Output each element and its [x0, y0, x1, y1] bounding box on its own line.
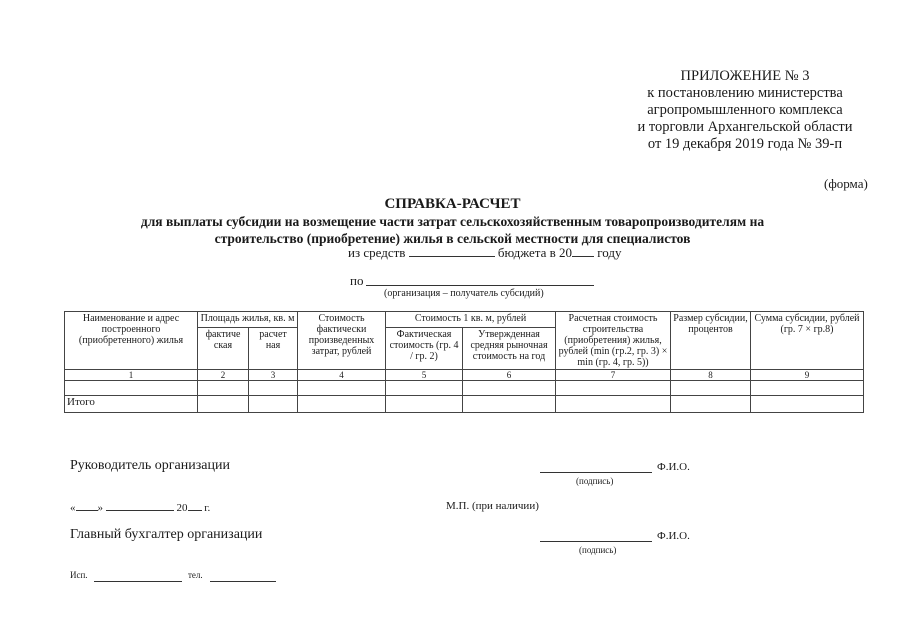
- accountant-fio: Ф.И.О.: [657, 530, 690, 542]
- date-year-field[interactable]: [188, 500, 202, 511]
- table-cell[interactable]: [463, 396, 556, 413]
- funds-suffix: году: [597, 245, 622, 260]
- year-blank-field[interactable]: [572, 246, 594, 257]
- table-cell[interactable]: [198, 381, 249, 396]
- subtitle-line: строительство (приобретение) жилья в сельской местности для специалистов: [214, 231, 691, 246]
- phone-label: тел.: [188, 570, 203, 580]
- funds-prefix: из средств: [348, 245, 406, 260]
- header-sqm-group: Стоимость 1 кв. м, рублей: [386, 312, 556, 328]
- table-cell[interactable]: [65, 381, 198, 396]
- header-subsidy-percent: Размер субсидии, процентов: [671, 312, 751, 370]
- date-month-field[interactable]: [106, 500, 174, 511]
- column-number: 7: [556, 370, 671, 381]
- accountant-signature-caption: (подпись): [579, 545, 617, 555]
- head-signature-caption: (подпись): [576, 476, 614, 486]
- date-line: [70, 500, 210, 514]
- header-total-cost: Стоимость фактически произведенных затрат, рублей: [298, 312, 386, 370]
- recipient-caption: (организация – получатель субсидий): [384, 288, 544, 299]
- date-close-quote: »: [97, 502, 103, 514]
- funds-line: [348, 245, 622, 261]
- appendix-header: [560, 68, 905, 153]
- table-cell[interactable]: [556, 396, 671, 413]
- date-suffix: г.: [204, 502, 211, 514]
- column-number: 5: [386, 370, 463, 381]
- head-fio: Ф.И.О.: [657, 461, 690, 473]
- table-cell[interactable]: [671, 396, 751, 413]
- appendix-line: к постановлению министерства: [647, 85, 843, 101]
- header-sqm-market: Утвержденная средняя рыночная стоимость на год: [463, 328, 556, 370]
- date-open-quote: «: [70, 502, 76, 514]
- table-cell[interactable]: [386, 381, 463, 396]
- appendix-title: ПРИЛОЖЕНИЕ № 3: [680, 68, 810, 84]
- header-subsidy-sum: Сумма субсидии, рублей (гр. 7 × гр.8): [751, 312, 864, 370]
- column-number: 3: [249, 370, 298, 381]
- table-cell[interactable]: [463, 381, 556, 396]
- table-cell[interactable]: [298, 381, 386, 396]
- head-label: Руководитель организации: [70, 458, 230, 473]
- column-number: 9: [751, 370, 864, 381]
- table-cell[interactable]: [751, 396, 864, 413]
- calculation-table: [64, 311, 864, 413]
- column-number: 1: [65, 370, 198, 381]
- table-cell[interactable]: [198, 396, 249, 413]
- table-cell[interactable]: [556, 381, 671, 396]
- appendix-date: от 19 декабря 2019 года № 39-п: [647, 136, 843, 152]
- accountant-label: Главный бухгалтер организации: [70, 527, 263, 542]
- column-number: 4: [298, 370, 386, 381]
- date-year-prefix: 20: [176, 502, 188, 514]
- header-area-calc: расчет ная: [249, 328, 298, 370]
- header-area-group: Площадь жилья, кв. м: [198, 312, 298, 328]
- table-row: [65, 381, 864, 396]
- table-cell[interactable]: [751, 381, 864, 396]
- executor-label: Исп.: [70, 570, 88, 580]
- subtitle-line: для выплаты субсидии на возмещение части затрат сельскохозяйственным товаропроизводителям на: [140, 214, 765, 229]
- column-number: 8: [671, 370, 751, 381]
- budget-blank-field[interactable]: [409, 246, 495, 257]
- document-subtitle: [0, 213, 905, 247]
- recipient-prefix: по: [350, 273, 364, 288]
- date-day-field[interactable]: [76, 500, 98, 511]
- header-sqm-actual: Фактическая стоимость (гр. 4 / гр. 2): [386, 328, 463, 370]
- table-cell[interactable]: [249, 396, 298, 413]
- head-signature-field[interactable]: [540, 472, 652, 473]
- appendix-line: и торговли Архангельской области: [637, 119, 853, 135]
- appendix-line: агропромышленного комплекса: [647, 102, 843, 118]
- header-area-actual: фактиче ская: [198, 328, 249, 370]
- column-number: 2: [198, 370, 249, 381]
- column-number-row: [65, 370, 864, 381]
- table-cell[interactable]: [386, 396, 463, 413]
- table-cell[interactable]: [249, 381, 298, 396]
- document-title: СПРАВКА-РАСЧЕТ: [384, 196, 521, 212]
- recipient-blank-field[interactable]: [366, 285, 594, 286]
- column-number: 6: [463, 370, 556, 381]
- header-calc-cost: Расчетная стоимость строительства (приобретения) жилья, рублей (min (гр.2, гр. 3) × min (гр. 4, гр. 5)): [556, 312, 671, 370]
- stamp-label: М.П. (при наличии): [446, 500, 539, 512]
- table-cell[interactable]: [671, 381, 751, 396]
- accountant-signature-field[interactable]: [540, 541, 652, 542]
- total-label: Итого: [65, 396, 198, 413]
- total-row: [65, 396, 864, 413]
- funds-middle: бюджета в 20: [497, 245, 573, 260]
- executor-field[interactable]: [94, 581, 182, 582]
- form-mark: (форма): [824, 176, 868, 191]
- table-cell[interactable]: [298, 396, 386, 413]
- table-header-row: [65, 312, 864, 328]
- phone-field[interactable]: [210, 581, 276, 582]
- header-housing: Наименование и адрес построенного (приобретенного) жилья: [65, 312, 198, 370]
